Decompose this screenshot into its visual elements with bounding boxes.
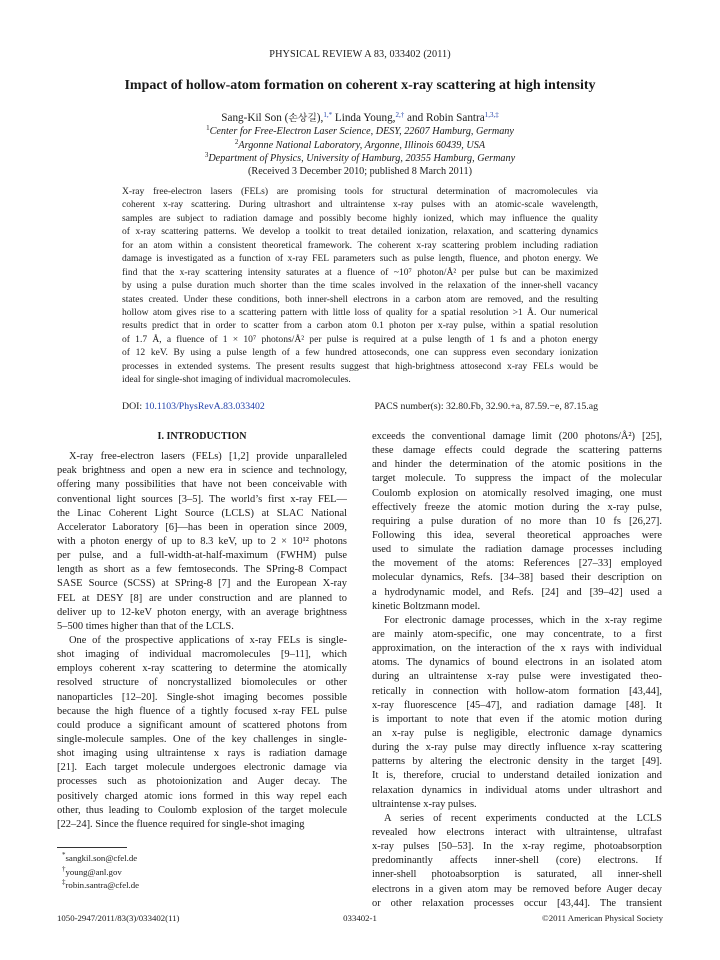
body-text-line: resolved structure of noncrystallized biomolecules or other: [57, 677, 347, 689]
abstract-line: for an atom within a consistent theoretical framework. The coherent x-ray scattering problem including radiation: [122, 239, 598, 251]
body-text-line: [22–24]. Since the fluence required for single-shot imaging: [57, 818, 305, 830]
author-santra-affil-link[interactable]: 1,3,‡: [484, 111, 499, 119]
body-text-line: employs coherent x-ray scattering to determine the atomically: [57, 663, 347, 675]
abstract: [122, 185, 598, 387]
body-text-line: because the high fluence of a tightly focused x-ray FEL pulse: [57, 705, 347, 717]
abstract-line: states created. Under these conditions, both inner-shell electrons in a carbon atom are removed, and the resulting: [122, 293, 598, 305]
body-text-line: shot imaging of individual macromolecules [9–11], which: [57, 649, 347, 661]
footnote-email[interactable]: sangkil.son@cfel.de: [65, 853, 138, 863]
body-text-line: length as short as a few femtoseconds. The SPring-8 Compact: [57, 564, 347, 576]
body-text-line: offering many possibilities that have not been conceivable with: [57, 479, 347, 491]
author-son-affil-link[interactable]: 1,*: [323, 111, 333, 119]
body-text-line: SASE Source (SCSS) at SPring-8 [7] and the European X-ray: [57, 578, 347, 590]
body-text-line: relaxation dynamics in individual atoms under ultrashort and: [372, 784, 662, 796]
abstract-line: of 12 keV. By using a pulse length of a few hundred attoseconds, one can suppress even secondary ionization: [122, 347, 598, 359]
doi-link[interactable]: 10.1103/PhysRevA.83.033402: [144, 401, 265, 412]
body-text-line: the movement of the atoms: References [27–33] employed: [372, 558, 662, 570]
body-text-line: 5–500 times higher than that of the LCLS.: [57, 620, 234, 632]
doi-label: DOI:: [122, 401, 145, 412]
body-text-line: Following this idea, several theoretical approaches were: [372, 529, 662, 541]
affiliation-1: $^1$Center for Free-Electron Laser Science, DESY, 22607 Hamburg, Germany: [206, 124, 514, 137]
abstract-line: find that the x-ray scattering intensity saturates at a fluence of ~10⁷ photon/Å² per pulse but can be maximized: [122, 266, 598, 278]
doi-pacs-row: [122, 401, 598, 412]
body-text-line: exceeds the conventional damage limit (200 photons/Å²) [25],: [372, 431, 662, 442]
body-text-line: an x-ray pulse is negligible, electronic damage dynamics: [372, 727, 662, 739]
body-text-line: FEL at DESY [8] are under construction and are planned to: [57, 592, 347, 604]
body-text-line: per pulse, and a full-width-at-half-maximum (FWHM) pulse: [57, 550, 347, 562]
body-text-line: [21]. Each target molecule undergoes electronic damage via: [57, 762, 347, 774]
footnote-mark: *: [62, 851, 66, 859]
body-text-line: nanoparticles [12–20]. Single-shot imaging becomes possible: [57, 691, 347, 703]
body-text-line: electrons in a given atom may be removed before Auger decay: [372, 883, 662, 895]
abstract-line: of x-ray scattering patterns. We develop a toolkit to treat detailed ionization, relaxation, and scattering dynamics: [122, 226, 598, 238]
body-text-line: For electronic damage processes, which in the x-ray regime: [384, 614, 662, 626]
body-text-line: deliver up to 12-keV photon energy, with an average brightness: [57, 606, 347, 618]
right-column: [372, 430, 662, 911]
body-text-line: It is, therefore, crucial to understand detailed ionization and: [372, 770, 662, 782]
body-text-line: A series of recent experiments conducted at the LCLS: [384, 812, 662, 824]
body-text-line: conventional light sources [3–5]. The world’s first x-ray FEL—: [57, 493, 347, 505]
footer-copyright: ©2011 American Physical Society: [542, 913, 663, 923]
footer-issn: 1050-2947/2011/83(3)/033402(11): [57, 913, 180, 923]
body-text-line: shot imaging using ultraintense x rays is radiation damage: [57, 748, 347, 760]
affiliation-2: $^2$Argonne National Laboratory, Argonne, Illinois 60439, USA: [234, 137, 486, 151]
body-text-line: revealed how electrons interact with ultraintense, ultrafast: [372, 826, 662, 838]
abstract-line: hollow atom gives rise to a scattering pattern with little loss of quality for a spatial resolution >1 Å. Our numerical: [122, 306, 598, 318]
footnotes: [62, 852, 139, 893]
author-young-affil-link[interactable]: 2,†: [395, 111, 405, 119]
left-column: [57, 430, 347, 832]
body-text-line: x-ray pulses [50–53]. In the x-ray regime, photoabsorption: [372, 841, 662, 853]
author-son: Sang-Kil Son (: [221, 112, 289, 124]
body-text-line: the Linac Coherent Light Source (LCLS) at SLAC National: [57, 507, 347, 519]
author-list: [0, 110, 720, 124]
body-text-line: inner-shell photoabsorption is saturated, all inner-shell: [372, 869, 662, 881]
footnote-divider: [57, 847, 127, 848]
author-santra: and Robin Santra: [404, 112, 485, 124]
body-text-line: x-ray fluorescence [45–47], and radiation damage [48]. It: [372, 699, 662, 711]
footnote-mark: ‡: [62, 878, 66, 887]
body-text-line: used to simulate the radiation damage processes including: [372, 544, 662, 556]
body-text-line: during an ultraintense x-ray pulse were investigated theo-: [372, 671, 662, 683]
footer-page-number: 033402-1: [343, 913, 377, 923]
body-text-line: Coulomb explosion on atomically resolved imaging, one must: [372, 487, 662, 499]
abstract-line: ideal for single-shot imaging of individual macromolecules.: [122, 374, 351, 386]
body-text-line: requiring a pulse duration of no more than 10 fs [26,27].: [372, 515, 662, 527]
abstract-line: samples are subject to radiation damage and possibly become highly ionized, which may influence the quality: [122, 212, 598, 224]
body-text-line: kinetic Boltzmann model.: [372, 600, 481, 612]
body-text-line: single-molecule samples. One of the key challenges in single-: [57, 733, 347, 745]
body-text-line: are mainly atom-specific, one may concentrate, to a first: [372, 628, 662, 640]
body-text-line: X-ray free-electron lasers (FELs) [1,2] provide unparalleled: [69, 451, 347, 463]
body-text-line: processes such as photoionization and Auger decay. The: [57, 776, 347, 788]
right-column-text: [372, 430, 662, 911]
section-heading: I. INTRODUCTION: [157, 431, 247, 442]
abstract-line: by using a pulse duration much shorter than the time scales involved in the relaxation of the inner-shell vacancy: [122, 280, 598, 292]
body-text-line: is important to note that even if the atomic motion during: [372, 713, 662, 725]
body-text-line: One of the prospective applications of x-ray FELs is single-: [69, 634, 347, 646]
footnote-email[interactable]: robin.santra@cfel.de: [65, 880, 140, 891]
body-text-line: patterns by altering the electronic density in the target [49].: [372, 756, 662, 768]
body-text-line: a hydrodynamic model, and Refs. [24] and [39–42] used a: [372, 586, 662, 598]
affiliation-3: $^3$Department of Physics, University of Hamburg, 20355 Hamburg, Germany: [204, 151, 516, 164]
abstract-line: of 1.7 Å, a fluence of 1 × 10⁷ photons/Å² per pulse is required at a pulse length of 1 fs and a photon energy: [122, 333, 598, 345]
body-text-line: atoms. The dynamics of bound electrons in an isolated atom: [372, 657, 662, 669]
footnote-mark: †: [62, 864, 66, 873]
paper-title: Impact of hollow-atom formation on coherent x-ray scattering at high intensity: [124, 78, 596, 93]
author-son-korean: 손상길: [288, 113, 317, 124]
body-text-line: approximation, on the interaction of the x rays with individual: [372, 643, 662, 655]
author-young: Linda Young,: [332, 112, 396, 124]
body-text-line: ultraintense x-ray pulses.: [372, 798, 477, 810]
body-text-line: and hinder the determination of the atomic positions in the: [372, 459, 662, 471]
body-text-line: or other relaxation processes occur [43,44]. The transient: [372, 897, 662, 909]
journal-header: PHYSICAL REVIEW A 83, 033402 (2011): [269, 49, 451, 60]
body-text-line: effectively freeze the atomic motion during the x-ray pulse,: [372, 501, 662, 513]
abstract-line: processes in extended systems. The present results suggest that high-brightness attosecond x-ray FELs would be: [122, 360, 598, 372]
abstract-line: results predict that in order to scatter from a carbon atom 0.1 photon per x-ray pulse, within a spatial resolution: [122, 320, 598, 332]
abstract-line: X-ray free-electron lasers (FELs) are promising tools for structural determination of macromolecules via: [122, 186, 598, 197]
page-footer: [57, 913, 663, 923]
author-son-close: ),: [316, 112, 324, 124]
pacs-numbers: PACS number(s): 32.80.Fb, 32.90.+a, 87.59.−e, 87.15.ag: [374, 401, 598, 412]
left-column-text: [57, 450, 347, 832]
footnote-item: [62, 866, 139, 880]
body-text-line: predominantly affects inner-shell (core) electrons. If: [372, 855, 662, 867]
body-text-line: these damage effects could degrade the scattering patterns: [372, 445, 662, 457]
body-text-line: peak brightness and open a new era in science and technology,: [57, 465, 347, 477]
body-text-line: target molecule. To suppress the impact of the molecular: [372, 473, 662, 485]
body-text-line: positively charged atomic ions formed in this way repel each: [57, 790, 347, 802]
footnote-item: [62, 879, 139, 893]
abstract-line: damage is investigated as a function of x-ray FEL parameters such as pulse length, fluence, and photon energy. We: [122, 253, 598, 265]
body-text-line: could produce a significant amount of scattered photons from: [57, 719, 347, 731]
received-date: (Received 3 December 2010; published 8 March 2011): [248, 166, 472, 177]
body-text-line: retically in connection with hollow-atom formation [43,44],: [372, 685, 662, 697]
body-text-line: molecular dynamics, Refs. [34–38] based their description on: [372, 572, 662, 584]
footnote-item: [62, 852, 139, 866]
footnote-email[interactable]: young@anl.gov: [65, 866, 122, 877]
body-text-line: other, thus leading to Coulomb explosion of the target molecule: [57, 804, 347, 816]
body-text-line: with a photon energy of up to 8.3 keV, up to 2 × 10¹² photons: [57, 535, 347, 547]
body-text-line: during the x-ray pulse may directly influence x-ray scattering: [372, 742, 662, 754]
body-text-line: Accelerator Laboratory [6]—has been in operation since 2009,: [57, 521, 347, 533]
abstract-line: coherent x-ray scattering. During ultrashort and ultraintense x-ray pulses with an atomic-scale wavelength,: [122, 199, 598, 211]
